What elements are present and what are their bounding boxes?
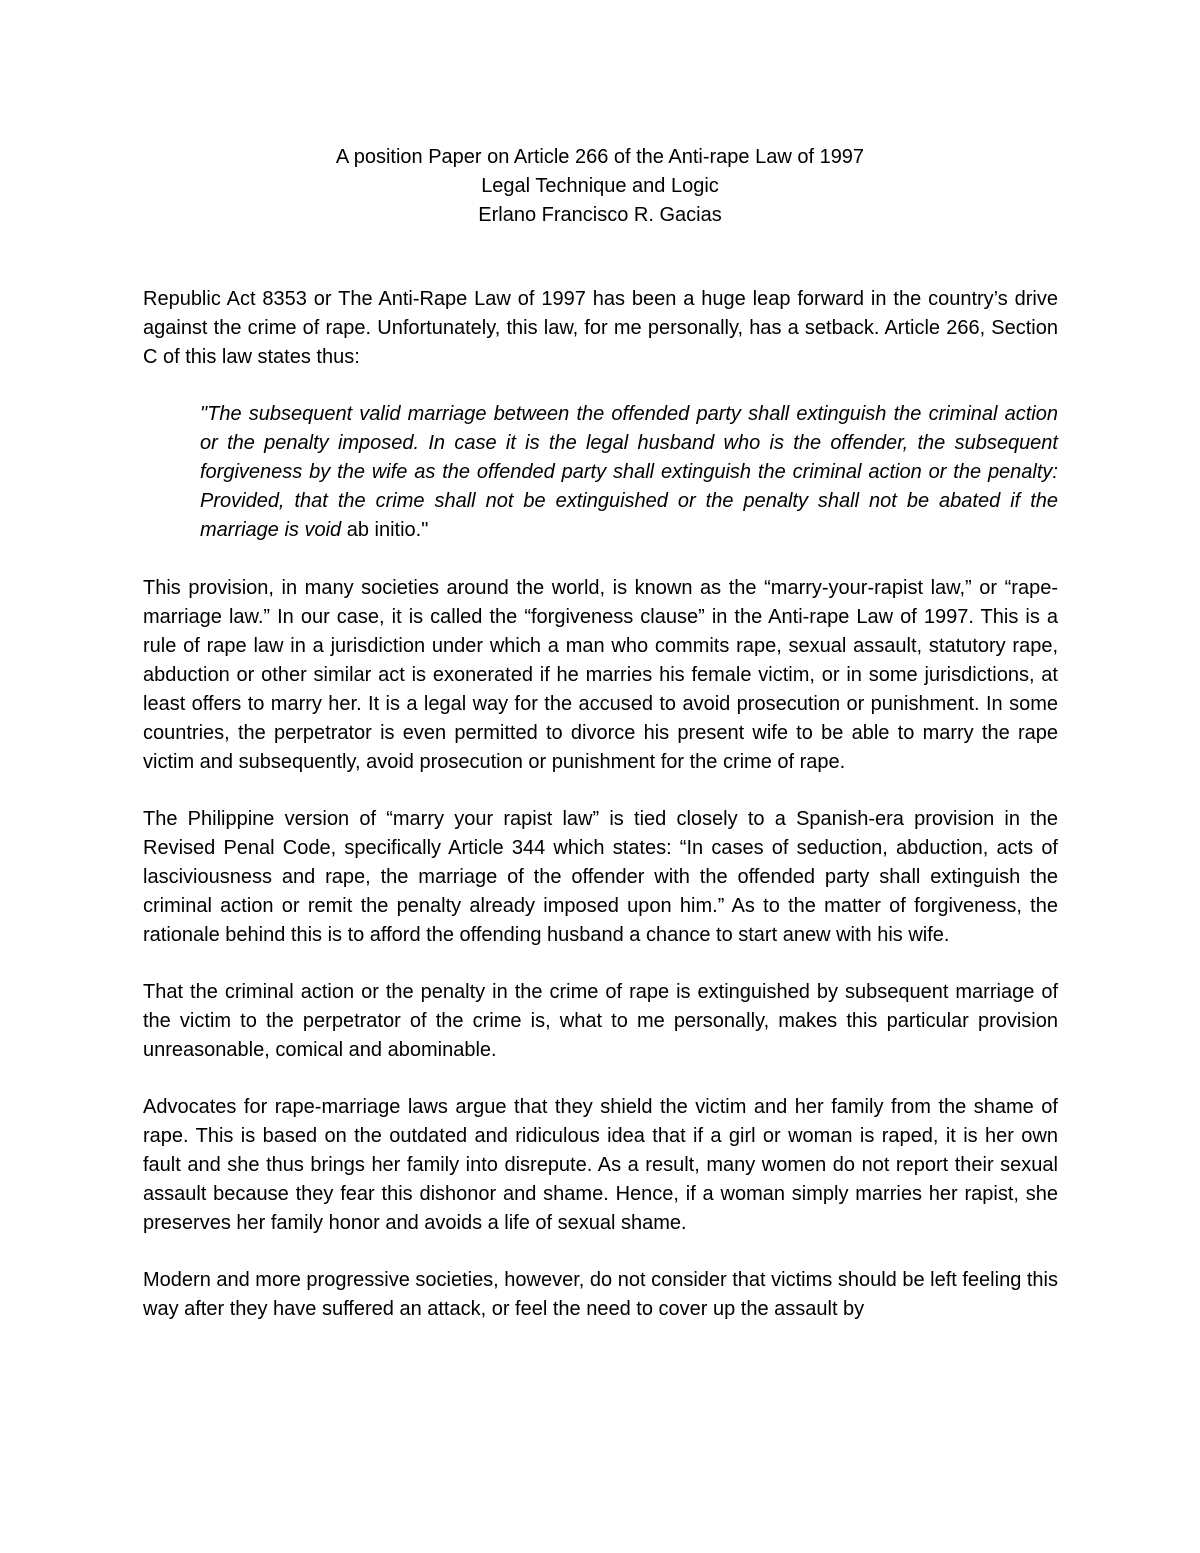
- quote-tail: ab initio.": [341, 519, 429, 541]
- document-header: [0, 143, 1200, 230]
- quote-text: "The subsequent valid marriage between the offended party shall extinguish the criminal action or the penalty imposed. In case it is the legal husband who is the offender, the subsequent forgiveness by the wife as the offended party shall extinguish the criminal action or the penalty: Provided, that the crime shall not be extinguished or the penalty shall not be abated if the marriage is void: [200, 403, 1058, 541]
- author-name: Erlano Francisco R. Gacias: [478, 204, 722, 226]
- document-body: [143, 285, 1058, 1352]
- document-title: A position Paper on Article 266 of the Anti-rape Law of 1997: [335, 146, 865, 168]
- block-quote-article-266: [200, 400, 1058, 545]
- paragraph-modern-societies: Modern and more progressive societies, however, do not consider that victims should be left feeling this way after they have suffered an attack, or feel the need to cover up the assault by: [143, 1269, 1058, 1320]
- course-name: Legal Technique and Logic: [481, 175, 719, 197]
- paragraph-philippine-version: The Philippine version of “marry your rapist law” is tied closely to a Spanish-era provision in the Revised Penal Code, specifically Article 344 which states: “In cases of seduction, abduction, acts of lasciviousness and rape, the marriage of the offender with the offended party shall extinguish the criminal action or remit the penalty already imposed upon him.” As to the matter of forgiveness, the rationale behind this is to afford the offending husband a chance to start anew with his wife.: [143, 808, 1058, 946]
- paragraph-marry-your-rapist: This provision, in many societies around the world, is known as the “marry-your-rapist law,” or “rape-marriage law.” In our case, it is called the “forgiveness clause” in the Anti-rape Law of 1997. This is a rule of rape law in a jurisdiction under which a man who commits rape, sexual assault, statutory rape, abduction or other similar act is exonerated if he marries his female victim, or in some jurisdictions, at least offers to marry her. It is a legal way for the accused to avoid prosecution or punishment. In some countries, the perpetrator is even permitted to divorce his present wife to be able to marry the rape victim and subsequently, avoid prosecution or punishment for the crime of rape.: [143, 577, 1058, 773]
- paragraph-advocates: Advocates for rape-marriage laws argue that they shield the victim and her family from the shame of rape. This is based on the outdated and ridiculous idea that if a girl or woman is raped, it is her own fault and she thus brings her family into disrepute. As a result, many women do not report their sexual assault because they fear this dishonor and shame. Hence, if a woman simply marries her rapist, she preserves her family honor and avoids a life of sexual shame.: [143, 1096, 1058, 1234]
- paragraph-intro: Republic Act 8353 or The Anti-Rape Law of 1997 has been a huge leap forward in the country’s drive against the crime of rape. Unfortunately, this law, for me personally, has a setback. Article 266, Section C of this law states thus:: [143, 288, 1058, 368]
- paragraph-position: That the criminal action or the penalty in the crime of rape is extinguished by subsequent marriage of the victim to the perpetrator of the crime is, what to me personally, makes this particular provision unreasonable, comical and abominable.: [143, 981, 1058, 1061]
